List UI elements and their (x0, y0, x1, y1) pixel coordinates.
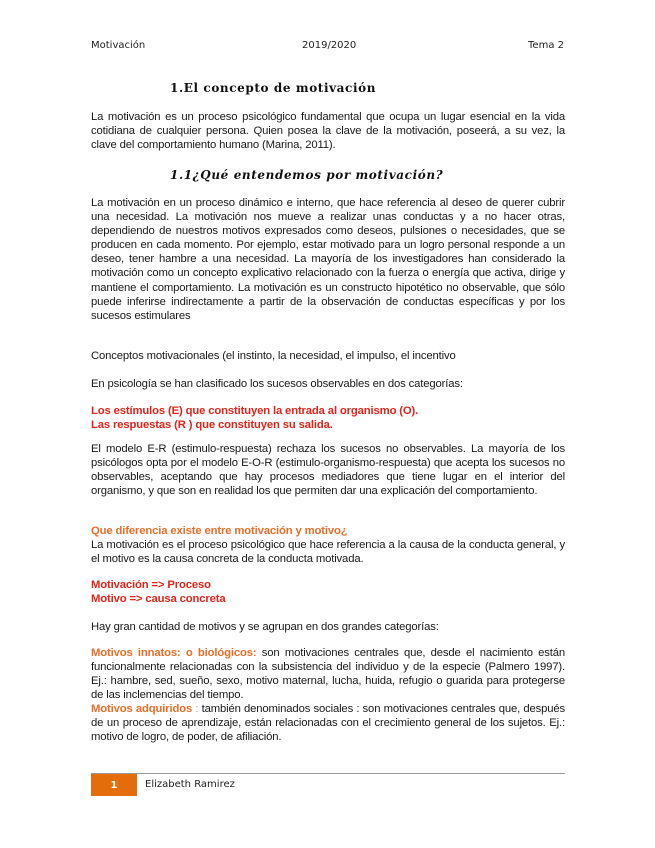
definition-motive: Motivo => causa concreta (91, 593, 226, 605)
intro-paragraph: La motivación es un proceso psicológico fundamental que ocupa un lugar esencial en la vida cotidiana de cualquier persona. Quien posea la clave de la motivación, poseerá, a su vez, la clave del comportamiento humano (Marina, 2011). (91, 111, 565, 152)
difference-heading: Que diferencia existe entre motivación y motivo¿ (91, 525, 348, 537)
section-heading-1: 1.El concepto de motivación (170, 81, 377, 95)
model-paragraph: El modelo E-R (estimulo-respuesta) rechaza los sucesos no observables. La mayoría de los psicólogos opta por el modelo E-O-R (estimulo-organismo-respuesta) que acepta los sucesos no observables, aceptando que hay procesos mediadores que tiene lugar en el interior del organismo, y que son en realidad los que permiten dar una explicación del comportamiento. (91, 443, 565, 498)
concepts-line: Conceptos motivacionales (el instinto, la necesidad, el impulso, el incentivo (91, 350, 456, 362)
innate-motives-label: Motivos innatos: o biológicos: (91, 647, 257, 659)
stimuli-line: Los estímulos (E) que constituyen la entrada al organismo (O). (91, 405, 419, 417)
classification-line: En psicología se han clasificado los sucesos observables en dos categorías: (91, 378, 463, 390)
section-heading-1-1: 1.1¿Qué entendemos por motivación? (170, 168, 444, 182)
motives-intro: Hay gran cantidad de motivos y se agrupan en dos grandes categorías: (91, 621, 439, 633)
header-doc-title: Motivación (91, 40, 146, 51)
innate-motives-text: son motivaciones centrales que, desde el nacimiento están funcionalmente relacionadas con la subsistencia del individuo y de la especie (Palmero 1997). Ej.: hambre, sed, sueño, sexo, motivo maternal, lucha, huida, refugio o guarida para protegerse de las inclemencias del tiempo. (91, 647, 566, 702)
innate-motives-paragraph (91, 646, 565, 702)
acquired-motives-text: también denominados sociales : son motivaciones centrales que, después de un proceso de aprendizaje, están relacionadas con el crecimiento general de los sujetos. Ej.: motivo de logro, de poder, de afiliación. (91, 703, 565, 744)
definition-motivation: Motivación => Proceso (91, 579, 211, 591)
acquired-motives-paragraph (91, 702, 565, 744)
footer-author: Elizabeth Ramirez (145, 779, 235, 790)
responses-line: Las respuestas (R ) que constituyen su salida. (91, 419, 333, 431)
header-topic: Tema 2 (528, 40, 564, 51)
footer-page-number: 1 (91, 774, 137, 796)
acquired-motives-label: Motivos adquiridos (91, 703, 193, 715)
footer-divider (91, 773, 565, 774)
acquired-motives-separator: : (192, 703, 202, 715)
header-year: 2019/2020 (302, 40, 357, 51)
definition-paragraph: La motivación en un proceso dinámico e interno, que hace referencia al deseo de querer cubrir una necesidad. La motivación nos mueve a realizar unas conductas y a no hacer otras, dependiendo de nuestros motivos expresados como deseos, pulsiones o necesidades, que se producen en cada momento. Por ejemplo, estar motivado para un logro personal responde a un deseo, tener hambre a una necesidad. La mayoría de los investigadores han considerado la motivación como un concepto explicativo relacionado con la fuerza o energía que activa, dirige y mantiene el comportamiento. La motivación es un constructo hipotético no observable, que sólo puede inferirse indirectamente a partir de la observación de conductas específicas y por los sucesos estimulares (91, 197, 565, 322)
difference-paragraph: La motivación es el proceso psicológico que hace referencia a la causa de la conducta general, y el motivo es la causa concreta de la conducta motivada. (91, 539, 565, 566)
